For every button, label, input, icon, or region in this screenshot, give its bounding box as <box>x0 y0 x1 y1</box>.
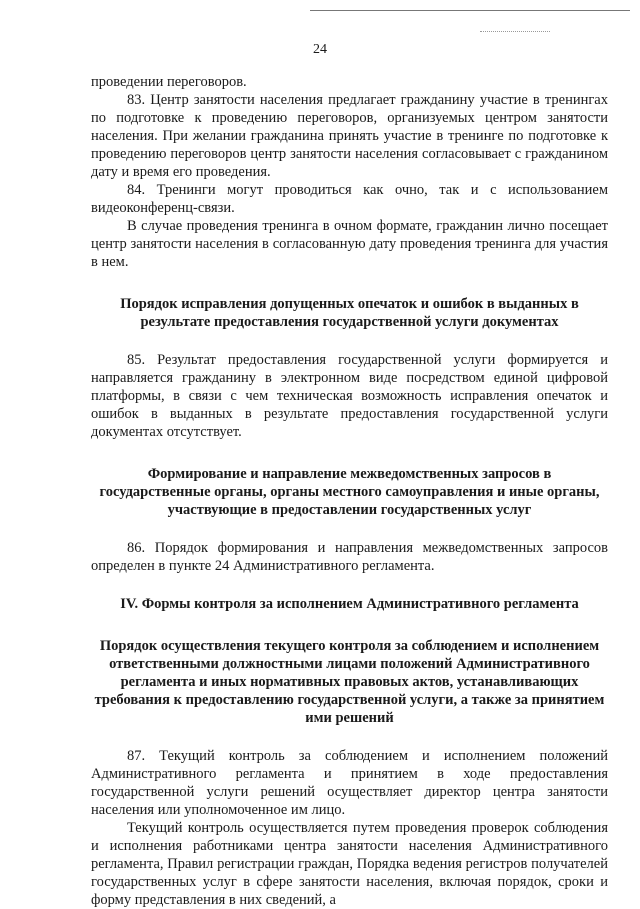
scan-artifact-line <box>310 10 630 11</box>
section-heading: Порядок исправления допущенных опечаток и ошибок в выданных в результате предоставления государственной услуги документах <box>120 296 579 330</box>
paragraph: проведении переговоров. <box>91 74 247 90</box>
document-body <box>91 73 608 909</box>
paragraph: 87. Текущий контроль за соблюдением и исполнением положений Административного регламента и принятием в ходе предоставления государственной услуги решений осуществляет директор центра занятости населения или уполномоченное им лицо. <box>91 748 608 818</box>
section-heading: IV. Формы контроля за исполнением Административного регламента <box>120 596 579 612</box>
paragraph: 84. Тренинги могут проводиться как очно, так и с использованием видеоконференц-связи. <box>91 182 608 216</box>
page-number: 24 <box>313 42 327 57</box>
block-gap <box>91 519 608 539</box>
paragraph: В случае проведения тренинга в очном формате, гражданин лично посещает центр занятости населения в согласованную дату проведения тренинга для участия в нем. <box>91 218 608 270</box>
paragraph: 86. Порядок формирования и направления межведомственных запросов определен в пункте 24 Административного регламента. <box>91 540 608 574</box>
paragraph: 83. Центр занятости населения предлагает гражданину участие в тренингах по подготовке к проведению переговоров, организуемых центром занятости населения. При желании гражданина принять участие в тренинге по подготовке к проведению переговоров центр занятости населения согласовывает с гражданином дату и время его проведения. <box>91 92 608 180</box>
block-gap <box>91 331 608 351</box>
block-gap <box>91 613 608 637</box>
block-gap <box>91 271 608 295</box>
block-gap <box>91 441 608 465</box>
paragraph: 85. Результат предоставления государственной услуги формируется и направляется гражданину в электронном виде посредством единой цифровой платформы, в связи с чем техническая возможность исправления опечаток и ошибок в выданных в результате предоставления государственной услуги документах отсутствует. <box>91 352 608 440</box>
scan-artifact-dots <box>480 31 550 32</box>
block-gap <box>91 727 608 747</box>
block-gap <box>91 575 608 595</box>
section-heading: Порядок осуществления текущего контроля за соблюдением и исполнением ответственными должностными лицами положений Административного регламента и иных нормативных правовых актов, устанавливающих требования к предоставлению государственной услуги, а также за принятием ими решений <box>94 638 605 726</box>
section-heading: Формирование и направление межведомственных запросов в государственные органы, органы местного самоуправления и иные органы, участвующие в предоставлении государственных услуг <box>99 466 600 518</box>
paragraph: Текущий контроль осуществляется путем проведения проверок соблюдения и исполнения работниками центра занятости населения Административного регламента, Правил регистрации граждан, Порядка ведения регистров получателей государственных услуг в сфере занятости населения, включая порядок, сроки и форму представления в них сведений, а <box>91 820 608 908</box>
